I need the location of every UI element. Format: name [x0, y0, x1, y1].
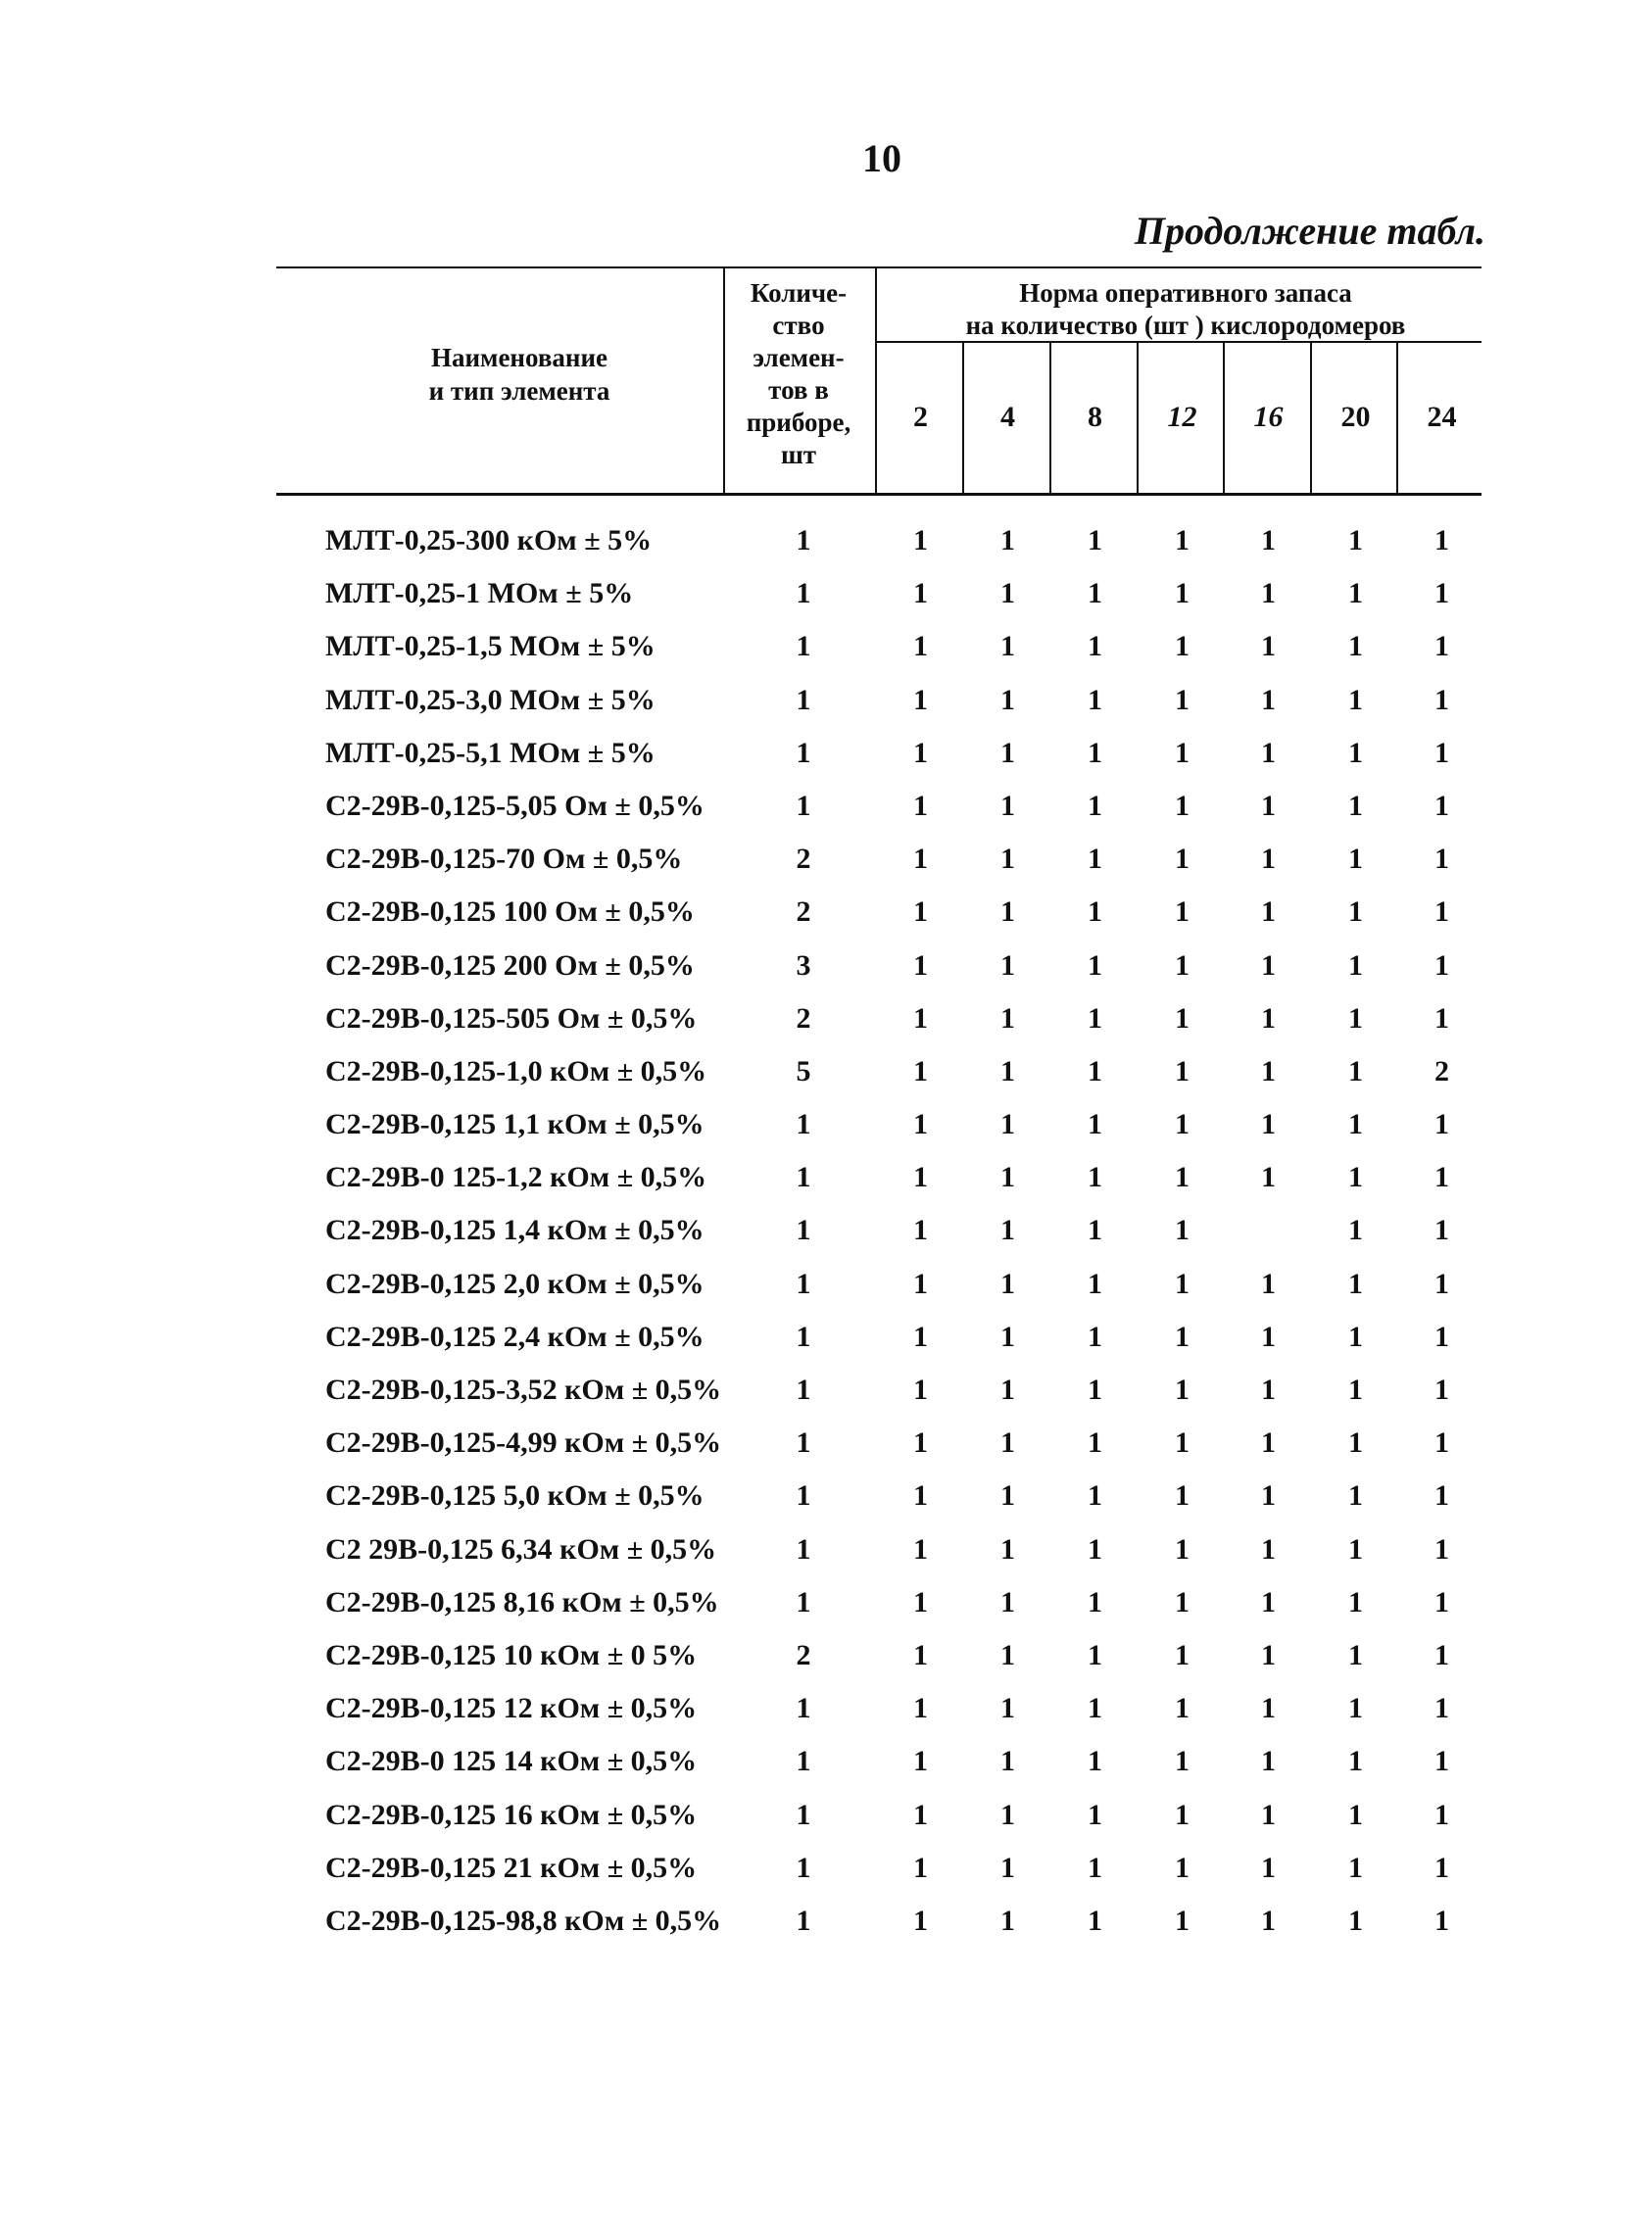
table-row [0, 1268, 1652, 1321]
norm-value-16: 1 [1261, 1692, 1276, 1725]
norm-value-2: 1 [913, 1692, 928, 1725]
table-row [0, 1639, 1652, 1692]
element-count: 5 [796, 1054, 811, 1087]
element-name: МЛТ-0,25-5,1 МОм ± 5% [325, 736, 656, 769]
col-divider-2 [1049, 341, 1051, 495]
element-name: С2-29В-0,125 8,16 кОм ± 0,5% [325, 1585, 719, 1618]
element-count: 1 [796, 1479, 811, 1513]
norm-value-4: 1 [1000, 630, 1015, 663]
norm-value-20: 1 [1348, 1161, 1363, 1194]
norm-value-2: 1 [913, 843, 928, 876]
element-name: С2-29В-0,125 1,1 кОм ± 0,5% [325, 1108, 705, 1141]
element-count: 1 [796, 524, 811, 556]
norm-value-20: 1 [1348, 895, 1363, 929]
norm-value-2: 1 [913, 1426, 928, 1460]
norm-value-4: 1 [1000, 1585, 1015, 1618]
element-count: 1 [796, 1320, 811, 1353]
col-divider-4 [1223, 341, 1225, 495]
norm-value-20: 1 [1348, 1108, 1363, 1141]
col-divider-5 [1310, 341, 1312, 495]
header-top-rule [276, 266, 1482, 268]
norm-value-8: 1 [1088, 736, 1102, 769]
norm-value-12: 1 [1175, 736, 1190, 769]
norm-value-12: 1 [1175, 1692, 1190, 1725]
norm-value-2: 1 [913, 683, 928, 716]
norm-value-4: 1 [1000, 683, 1015, 716]
table-row [0, 1321, 1652, 1374]
header-col-8: 8 [1088, 401, 1102, 433]
norm-value-24: 1 [1434, 1851, 1449, 1884]
table-row [0, 895, 1652, 948]
norm-value-8: 1 [1088, 577, 1102, 610]
element-name: С2-29В-0 125 14 кОм ± 0,5% [325, 1745, 698, 1778]
element-name: С2-29В-0,125 5,0 кОм ± 0,5% [325, 1479, 705, 1513]
norm-value-20: 1 [1348, 1904, 1363, 1937]
header-col-2: 2 [913, 401, 928, 433]
norm-value-12: 1 [1175, 1001, 1190, 1035]
norm-value-20: 1 [1348, 736, 1363, 769]
norm-value-20: 1 [1348, 1532, 1363, 1566]
norm-value-16: 1 [1261, 895, 1276, 929]
header-col-20: 20 [1340, 401, 1371, 433]
norm-value-12: 1 [1175, 577, 1190, 610]
norm-value-24: 1 [1434, 683, 1449, 716]
norm-value-2: 1 [913, 789, 928, 822]
norm-value-12: 1 [1175, 895, 1190, 929]
norm-value-8: 1 [1088, 1692, 1102, 1725]
element-name: С2-29В-0,125 2,0 кОм ± 0,5% [325, 1267, 705, 1300]
norm-value-12: 1 [1175, 1638, 1190, 1671]
norm-value-4: 1 [1000, 1532, 1015, 1566]
norm-value-2: 1 [913, 1638, 928, 1671]
norm-value-16: 1 [1261, 1320, 1276, 1353]
norm-value-8: 1 [1088, 630, 1102, 663]
table-row [0, 1799, 1652, 1852]
norm-value-16: 1 [1261, 1585, 1276, 1618]
norm-value-16: 1 [1261, 789, 1276, 822]
col-divider-1 [962, 341, 964, 495]
element-count: 2 [796, 1001, 811, 1035]
element-name: С2-29В-0,125 200 Ом ± 0,5% [325, 948, 695, 982]
norm-value-20: 1 [1348, 1585, 1363, 1618]
norm-value-16: 1 [1261, 1851, 1276, 1884]
norm-value-2: 1 [913, 1745, 928, 1778]
norm-value-16: 1 [1261, 1532, 1276, 1566]
norm-value-20: 1 [1348, 789, 1363, 822]
header-count: Количе- ство элемен- тов в приборе, шт [746, 278, 851, 469]
header-name: Наименование и тип элемента [428, 343, 610, 406]
norm-value-24: 1 [1434, 1745, 1449, 1778]
norm-value-8: 1 [1088, 1745, 1102, 1778]
table-body [0, 524, 1652, 1957]
norm-value-16: 1 [1261, 843, 1276, 876]
element-name: С2-29В-0,125-3,52 кОм ± 0,5% [325, 1374, 722, 1406]
table-row [0, 684, 1652, 737]
element-name: МЛТ-0,25-300 кОм ± 5% [325, 524, 653, 556]
element-count: 1 [796, 1585, 811, 1618]
norm-value-24: 1 [1434, 1532, 1449, 1566]
element-count: 1 [796, 1798, 811, 1831]
norm-value-4: 1 [1000, 1851, 1015, 1884]
norm-value-4: 1 [1000, 1214, 1015, 1247]
table-row [0, 1479, 1652, 1532]
header-col-4: 4 [1000, 401, 1015, 433]
header-col-12: 12 [1167, 401, 1197, 433]
norm-value-16: 1 [1261, 1054, 1276, 1087]
norm-value-4: 1 [1000, 843, 1015, 876]
norm-value-12: 1 [1175, 1108, 1190, 1141]
norm-value-24: 1 [1434, 1585, 1449, 1618]
norm-value-16: 1 [1261, 1001, 1276, 1035]
norm-value-8: 1 [1088, 1798, 1102, 1831]
norm-value-20: 1 [1348, 1851, 1363, 1884]
table-row [0, 1586, 1652, 1639]
norm-value-20: 1 [1348, 1745, 1363, 1778]
header-bottom-rule [276, 493, 1482, 496]
norm-value-24: 1 [1434, 1638, 1449, 1671]
norm-value-24: 1 [1434, 1320, 1449, 1353]
norm-value-2: 1 [913, 630, 928, 663]
element-count: 1 [796, 577, 811, 610]
norm-value-4: 1 [1000, 1426, 1015, 1460]
norm-value-4: 1 [1000, 1638, 1015, 1671]
element-name: С2-29В-0,125 100 Ом ± 0,5% [325, 895, 695, 929]
norm-value-2: 1 [913, 1374, 928, 1406]
norm-value-16: 1 [1261, 1108, 1276, 1141]
norm-value-4: 1 [1000, 789, 1015, 822]
element-count: 1 [796, 1745, 811, 1778]
norm-value-20: 1 [1348, 630, 1363, 663]
norm-value-24: 1 [1434, 1692, 1449, 1725]
element-count: 2 [796, 895, 811, 929]
element-name: С2-29В-0,125-70 Ом ± 0,5% [325, 843, 683, 876]
norm-value-4: 1 [1000, 577, 1015, 610]
element-name: С2-29В-0,125 16 кОм ± 0,5% [325, 1798, 698, 1831]
norm-value-20: 1 [1348, 843, 1363, 876]
table-row [0, 630, 1652, 683]
norm-value-20: 1 [1348, 948, 1363, 982]
col-divider-6 [1396, 341, 1398, 495]
element-name: С2-29В-0,125-4,99 кОм ± 0,5% [325, 1426, 722, 1460]
norm-value-16: 1 [1261, 577, 1276, 610]
element-count: 1 [796, 1904, 811, 1937]
element-name: С2-29В-0,125 2,4 кОм ± 0,5% [325, 1320, 705, 1353]
norm-value-12: 1 [1175, 1904, 1190, 1937]
element-name: С2-29В-0 125-1,2 кОм ± 0,5% [325, 1161, 707, 1194]
norm-column-divider [875, 266, 877, 495]
norm-value-24: 1 [1434, 1001, 1449, 1035]
norm-value-2: 1 [913, 1001, 928, 1035]
norm-value-4: 1 [1000, 1001, 1015, 1035]
norm-value-24: 1 [1434, 1374, 1449, 1406]
norm-value-24: 2 [1434, 1054, 1449, 1087]
norm-value-8: 1 [1088, 524, 1102, 556]
norm-value-12: 1 [1175, 1214, 1190, 1247]
norm-value-8: 1 [1088, 1001, 1102, 1035]
norm-value-16: 1 [1261, 1638, 1276, 1671]
norm-value-12: 1 [1175, 524, 1190, 556]
norm-value-8: 1 [1088, 1585, 1102, 1618]
norm-value-16: 1 [1261, 1479, 1276, 1513]
norm-value-24: 1 [1434, 1479, 1449, 1513]
norm-value-16: 1 [1261, 1904, 1276, 1937]
norm-value-12: 1 [1175, 1479, 1190, 1513]
element-name: С2 29В-0,125 6,34 кОм ± 0,5% [325, 1532, 717, 1566]
norm-value-12: 1 [1175, 1161, 1190, 1194]
norm-value-24: 1 [1434, 1108, 1449, 1141]
norm-value-24: 1 [1434, 1426, 1449, 1460]
element-count: 1 [796, 1108, 811, 1141]
norm-value-12: 1 [1175, 843, 1190, 876]
table-row [0, 577, 1652, 630]
element-count: 3 [796, 948, 811, 982]
norm-value-24: 1 [1434, 1214, 1449, 1247]
table-row [0, 1745, 1652, 1798]
norm-value-16: 1 [1261, 1161, 1276, 1194]
element-count: 1 [796, 789, 811, 822]
norm-value-16: 1 [1261, 683, 1276, 716]
table-row [0, 949, 1652, 1002]
element-count: 1 [796, 1214, 811, 1247]
norm-value-2: 1 [913, 1904, 928, 1937]
norm-value-4: 1 [1000, 895, 1015, 929]
norm-value-20: 1 [1348, 1798, 1363, 1831]
norm-subheader-rule [875, 341, 1482, 343]
norm-value-4: 1 [1000, 1054, 1015, 1087]
norm-value-12: 1 [1175, 1374, 1190, 1406]
norm-value-12: 1 [1175, 1585, 1190, 1618]
table-row [0, 1002, 1652, 1055]
norm-value-4: 1 [1000, 1904, 1015, 1937]
norm-value-12: 1 [1175, 1532, 1190, 1566]
norm-value-24: 1 [1434, 948, 1449, 982]
norm-value-12: 1 [1175, 1745, 1190, 1778]
element-name: С2-29В-0,125-5,05 Ом ± 0,5% [325, 789, 705, 822]
table-continuation-label: Продолжение табл. [1134, 209, 1485, 253]
table-row [0, 843, 1652, 895]
table-row [0, 1533, 1652, 1586]
norm-value-8: 1 [1088, 683, 1102, 716]
norm-value-8: 1 [1088, 1214, 1102, 1247]
norm-value-2: 1 [913, 1320, 928, 1353]
table-row [0, 790, 1652, 843]
norm-value-20: 1 [1348, 1267, 1363, 1300]
table-row [0, 1161, 1652, 1214]
element-count: 1 [796, 1692, 811, 1725]
norm-value-2: 1 [913, 1161, 928, 1194]
norm-value-4: 1 [1000, 1267, 1015, 1300]
norm-value-16: 1 [1261, 1267, 1276, 1300]
norm-value-20: 1 [1348, 683, 1363, 716]
norm-value-2: 1 [913, 1214, 928, 1247]
table-row [0, 737, 1652, 790]
norm-value-20: 1 [1348, 1479, 1363, 1513]
norm-value-8: 1 [1088, 1532, 1102, 1566]
col-divider-3 [1137, 341, 1139, 495]
norm-value-4: 1 [1000, 1479, 1015, 1513]
page-number: 10 [862, 136, 901, 180]
norm-value-2: 1 [913, 577, 928, 610]
norm-value-8: 1 [1088, 1479, 1102, 1513]
norm-value-8: 1 [1088, 1638, 1102, 1671]
norm-value-12: 1 [1175, 1851, 1190, 1884]
norm-value-24: 1 [1434, 630, 1449, 663]
norm-value-24: 1 [1434, 895, 1449, 929]
norm-value-8: 1 [1088, 1267, 1102, 1300]
element-name: С2-29В-0,125 10 кОм ± 0 5% [325, 1638, 698, 1671]
header-col-16: 16 [1253, 401, 1284, 433]
element-count: 1 [796, 1161, 811, 1194]
norm-value-4: 1 [1000, 1161, 1015, 1194]
norm-value-2: 1 [913, 895, 928, 929]
norm-value-8: 1 [1088, 1320, 1102, 1353]
norm-value-4: 1 [1000, 736, 1015, 769]
table-row [0, 1055, 1652, 1108]
norm-value-8: 1 [1088, 1904, 1102, 1937]
header-col-24: 24 [1427, 401, 1457, 433]
norm-value-2: 1 [913, 736, 928, 769]
element-name: МЛТ-0,25-3,0 МОм ± 5% [325, 683, 656, 716]
norm-value-20: 1 [1348, 1692, 1363, 1725]
norm-value-8: 1 [1088, 789, 1102, 822]
norm-value-8: 1 [1088, 948, 1102, 982]
element-count: 1 [796, 630, 811, 663]
norm-value-16: 1 [1261, 524, 1276, 556]
table-row [0, 1905, 1652, 1957]
norm-value-4: 1 [1000, 1320, 1015, 1353]
norm-value-12: 1 [1175, 1798, 1190, 1831]
element-name: С2-29В-0,125 21 кОм ± 0,5% [325, 1851, 698, 1884]
norm-value-20: 1 [1348, 577, 1363, 610]
element-name: С2-29В-0,125-1,0 кОм ± 0,5% [325, 1054, 707, 1087]
norm-value-20: 1 [1348, 524, 1363, 556]
norm-value-4: 1 [1000, 948, 1015, 982]
element-name: С2-29В-0,125-98,8 кОм ± 0,5% [325, 1904, 722, 1937]
table-row [0, 1426, 1652, 1479]
norm-value-20: 1 [1348, 1054, 1363, 1087]
norm-value-2: 1 [913, 1851, 928, 1884]
norm-value-2: 1 [913, 1108, 928, 1141]
norm-value-2: 1 [913, 1585, 928, 1618]
norm-value-20: 1 [1348, 1320, 1363, 1353]
norm-value-20: 1 [1348, 1001, 1363, 1035]
norm-value-24: 1 [1434, 736, 1449, 769]
norm-value-2: 1 [913, 948, 928, 982]
element-name: МЛТ-0,25-1 МОм ± 5% [325, 577, 634, 610]
norm-value-16: 1 [1261, 948, 1276, 982]
header-norm: Норма оперативного запаса на количество (шт ) кислородомеров [965, 278, 1406, 340]
norm-value-2: 1 [913, 1532, 928, 1566]
norm-value-16: 1 [1261, 1426, 1276, 1460]
norm-value-2: 1 [913, 1798, 928, 1831]
norm-value-24: 1 [1434, 524, 1449, 556]
norm-value-16: 1 [1261, 1745, 1276, 1778]
norm-value-2: 1 [913, 1267, 928, 1300]
count-column-divider [723, 266, 725, 495]
norm-value-16: 1 [1261, 1798, 1276, 1831]
element-count: 1 [796, 1532, 811, 1566]
norm-value-16: 1 [1261, 630, 1276, 663]
norm-value-20: 1 [1348, 1426, 1363, 1460]
norm-value-20: 1 [1348, 1214, 1363, 1247]
table-row [0, 524, 1652, 577]
norm-value-2: 1 [913, 1479, 928, 1513]
norm-value-12: 1 [1175, 789, 1190, 822]
norm-value-4: 1 [1000, 524, 1015, 556]
norm-value-12: 1 [1175, 630, 1190, 663]
norm-value-8: 1 [1088, 1426, 1102, 1460]
norm-value-2: 1 [913, 1054, 928, 1087]
norm-value-12: 1 [1175, 948, 1190, 982]
norm-value-4: 1 [1000, 1374, 1015, 1406]
element-count: 1 [796, 1851, 811, 1884]
norm-value-8: 1 [1088, 1108, 1102, 1141]
norm-value-8: 1 [1088, 895, 1102, 929]
norm-value-24: 1 [1434, 1904, 1449, 1937]
norm-value-16: 1 [1261, 1374, 1276, 1406]
table-row [0, 1374, 1652, 1426]
element-count: 1 [796, 1426, 811, 1460]
norm-value-20: 1 [1348, 1638, 1363, 1671]
element-count: 2 [796, 1638, 811, 1671]
norm-value-12: 1 [1175, 1267, 1190, 1300]
norm-value-4: 1 [1000, 1798, 1015, 1831]
element-count: 1 [796, 736, 811, 769]
element-count: 1 [796, 683, 811, 716]
norm-value-24: 1 [1434, 577, 1449, 610]
norm-value-4: 1 [1000, 1108, 1015, 1141]
norm-value-20: 1 [1348, 1374, 1363, 1406]
table-row [0, 1108, 1652, 1161]
element-name: МЛТ-0,25-1,5 МОм ± 5% [325, 630, 656, 663]
norm-value-4: 1 [1000, 1692, 1015, 1725]
norm-value-24: 1 [1434, 789, 1449, 822]
norm-value-4: 1 [1000, 1745, 1015, 1778]
norm-value-24: 1 [1434, 1798, 1449, 1831]
norm-value-12: 1 [1175, 1426, 1190, 1460]
norm-value-8: 1 [1088, 1161, 1102, 1194]
table-row [0, 1852, 1652, 1905]
element-count: 1 [796, 1267, 811, 1300]
norm-value-24: 1 [1434, 1267, 1449, 1300]
norm-value-12: 1 [1175, 683, 1190, 716]
table-row [0, 1214, 1652, 1267]
norm-value-8: 1 [1088, 843, 1102, 876]
norm-value-8: 1 [1088, 1374, 1102, 1406]
element-name: С2-29В-0,125-505 Ом ± 0,5% [325, 1001, 698, 1035]
element-name: С2-29В-0,125 1,4 кОм ± 0,5% [325, 1214, 705, 1247]
table-row [0, 1692, 1652, 1745]
element-count: 2 [796, 843, 811, 876]
element-name: С2-29В-0,125 12 кОм ± 0,5% [325, 1692, 698, 1725]
norm-value-16: 1 [1261, 736, 1276, 769]
norm-value-2: 1 [913, 524, 928, 556]
norm-value-12: 1 [1175, 1320, 1190, 1353]
norm-value-8: 1 [1088, 1054, 1102, 1087]
norm-value-24: 1 [1434, 1161, 1449, 1194]
element-count: 1 [796, 1374, 811, 1406]
norm-value-8: 1 [1088, 1851, 1102, 1884]
norm-value-24: 1 [1434, 843, 1449, 876]
norm-value-12: 1 [1175, 1054, 1190, 1087]
